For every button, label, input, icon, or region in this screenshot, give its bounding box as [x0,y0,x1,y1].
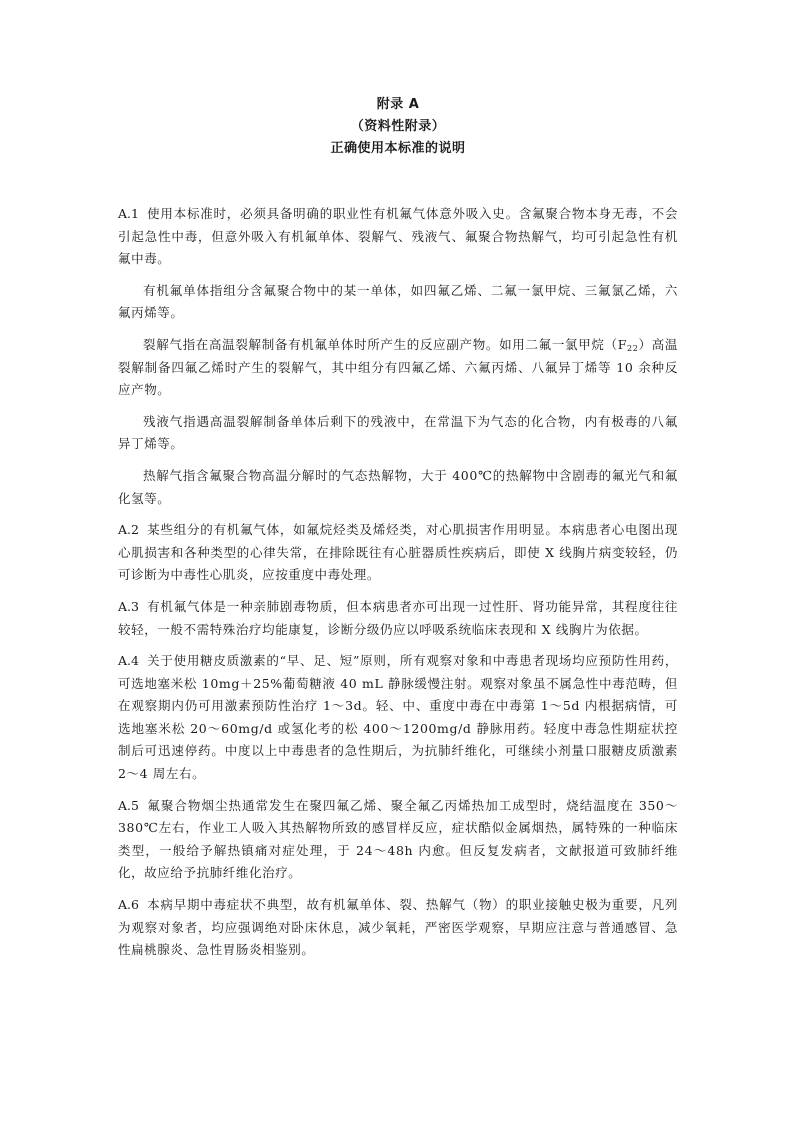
crack-gas-subscript: 22 [627,343,639,353]
section-a6 [118,894,678,962]
section-text: 有机氟气体是一种亲肺剧毒物质，但本病患者亦可出现一过性肝、肾功能异常，其程度往往较轻，一般不需特殊治疗均能康复，诊断分级仍应以呼吸系统临床表现和 X 线胸片为依据。 [118,598,678,637]
crack-gas-text-before: 裂解气指在高温裂解制备有机氟单体时所产生的反应副产物。如用二氟一氯甲烷（F [143,336,628,352]
section-text: 本病早期中毒症状不典型，故有机氟单体、裂、热解气（物）的职业接触史极为重要，凡列为观察对象者，均应强调绝对卧床休息，减少氧耗，严密医学观察，早期应注意与普通感冒、急性扁桃腺炎、急性胃肠炎相鉴别。 [118,897,678,958]
paragraph-crack-gas [118,334,678,402]
section-a1 [118,203,678,271]
paragraph-residue-gas: 残液气指遇高温裂解制备单体后剩下的残液中，在常温下为气态的化合物，内有极毒的八氟异丁烯等。 [118,413,678,452]
section-number: A.3 [118,598,139,614]
crack-gas-text-after: ）高温裂解制备四氟乙烯时产生的裂解气，其中组分有四氟乙烯、六氟丙烯、八氟异丁烯等 10 余种反应产物。 [118,336,679,398]
appendix-label: 附录 A [376,97,420,112]
paragraph-pyrolysis-gas: 热解气指含氟聚合物高温分解时的气态热解物，大于 400℃的热解物中含剧毒的氟光气和氟化氢等。 [118,467,678,506]
paragraph-monomer: 有机氟单体指组分含氟聚合物中的某一单体，如四氟乙烯、二氟一氯甲烷、三氟氯乙烯，六氟丙烯等。 [118,282,678,321]
section-text: 使用本标准时，必须具备明确的职业性有机氟气体意外吸入史。含氟聚合物本身无毒，不会引起急性中毒，但意外吸入有机氟单体、裂解气、残液气、氟聚合物热解气，均可引起急性有机氟中毒。 [118,206,678,267]
section-text: 关于使用糖皮质激素的“早、足、短”原则，所有观察对象和中毒患者现场均应预防性用药，可选地塞米松 10mg＋25%葡萄糖液 40 mL 静脉缓慢注射。观察对象虽不属急性中毒范畴，但在观察期内仍可用激素预防性治疗 1～3d。轻、中、重度中毒在中毒第 1～5d 内根据病情，可选地塞米松 20～60mg/d 或氢化考的松 400～1200mg/d 静脉用药。轻度中毒急性期症状控制后可迅速停药。中度以上中毒患者的急性期后，为抗肺纤维化，可继续小剂量口服糖皮质激素 2～4 周左右。 [118,653,678,782]
document-page [118,94,678,971]
section-number: A.2 [118,522,139,538]
section-a5 [118,795,678,885]
appendix-title: 正确使用本标准的说明 [330,141,466,156]
appendix-header [118,94,678,160]
section-a3 [118,596,678,641]
section-number: A.5 [118,797,139,813]
appendix-type: （资料性附录） [350,119,446,134]
section-a4 [118,650,678,786]
section-number: A.4 [118,653,139,669]
section-a2 [118,519,678,587]
section-number: A.6 [118,897,139,913]
section-text: 氟聚合物烟尘热通常发生在聚四氟乙烯、聚全氟乙丙烯热加工成型时，烧结温度在 350～380℃左右，作业工人吸入其热解物所致的感冒样反应，症状酷似金属烟热，属特殊的一种临床类型，一般给予解热镇痛对症处理，于 24～48h 内愈。但反复发病者，文献报道可致肺纤维化，故应给予抗肺纤维化治疗。 [118,797,678,881]
section-text: 某些组分的有机氟气体，如氟烷烃类及烯烃类，对心肌损害作用明显。本病患者心电图出现心肌损害和各种类型的心律失常，在排除既往有心脏器质性疾病后，即使 X 线胸片病变较轻，仍可诊断为中毒性心肌炎，应按重度中毒处理。 [118,522,678,583]
section-number: A.1 [118,206,139,221]
